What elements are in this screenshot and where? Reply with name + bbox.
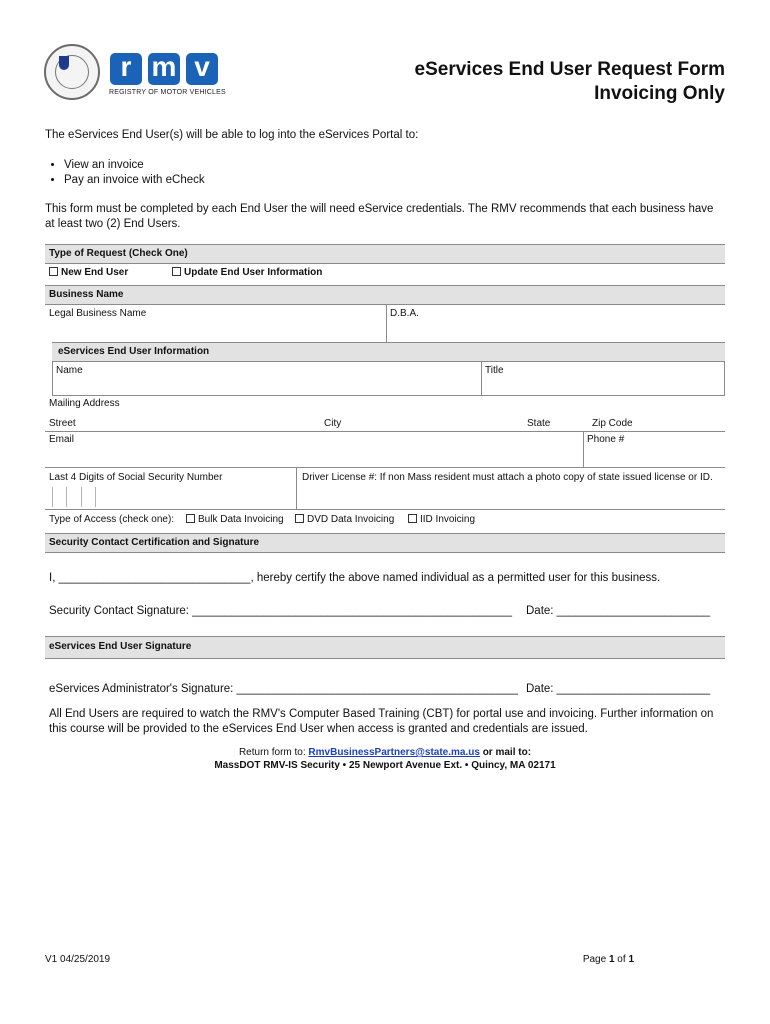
access-option-label: Bulk Data Invoicing xyxy=(198,514,284,525)
access-type-label: Type of Access (check one): xyxy=(49,514,175,525)
phone-label: Phone # xyxy=(587,434,625,445)
access-option-iid[interactable] xyxy=(408,514,475,526)
version-label: V1 04/25/2019 xyxy=(45,954,111,965)
email-label: Email xyxy=(49,434,75,445)
driver-license-label: Driver License #: If non Mass resident must attach a photo copy of state issued license or ID. xyxy=(302,472,713,483)
divider xyxy=(296,467,297,509)
checkbox-iid[interactable] xyxy=(408,514,417,523)
ssn-label: Last 4 Digits of Social Security Number xyxy=(49,472,223,483)
mailing-address-field[interactable] xyxy=(49,410,721,418)
section-business-name: Business Name xyxy=(45,285,725,305)
ssn-digit-divider xyxy=(95,487,96,507)
checkbox-new-end-user[interactable] xyxy=(49,267,58,276)
section-security-contact: Security Contact Certification and Signature xyxy=(45,533,725,553)
section-type-of-request: Type of Request (Check One) xyxy=(45,244,725,264)
section-end-user-signature: eServices End User Signature xyxy=(45,636,725,659)
certify-text: I, ______________________________, hereby certify the above named individual as a permitted user for this business. xyxy=(49,572,661,584)
divider xyxy=(724,362,725,395)
rmv-logo-v: v xyxy=(186,53,218,85)
bullet-item: • Pay an invoice with eCheck xyxy=(64,173,205,188)
administrator-signature-line[interactable]: eServices Administrator's Signature: ____________________________________________ xyxy=(49,683,518,695)
return-prefix: Return form to: xyxy=(238,747,309,758)
city-label: City xyxy=(324,418,342,429)
training-note: All End Users are required to watch the RMV's Computer Based Training (CBT) for portal use and invoicing. Further information on this course will be provided to the eServices End User when access is granted and credentials are issued. xyxy=(49,708,714,735)
return-line xyxy=(45,747,725,759)
page-total: 1 xyxy=(628,954,634,965)
divider xyxy=(52,395,725,396)
option-new-label: New End User xyxy=(61,267,129,278)
option-update-label: Update End User Information xyxy=(184,267,323,278)
checkbox-bulk-data[interactable] xyxy=(186,514,195,523)
ssn-digit-divider xyxy=(81,487,82,507)
title-line-2: Invoicing Only xyxy=(594,83,725,104)
divider xyxy=(45,431,725,432)
title-field[interactable] xyxy=(485,377,721,393)
access-option-dvd[interactable] xyxy=(295,514,394,526)
page-current: 1 xyxy=(608,954,615,965)
rmv-logo-r: r xyxy=(110,53,142,85)
return-email-link[interactable]: RmvBusinessPartners@state.ma.us xyxy=(308,747,480,758)
intro-note: This form must be completed by each End User the will need eService credentials. The RMV recommends that each business have at least two (2) End Users. xyxy=(45,203,714,230)
page-number xyxy=(583,954,634,966)
legal-business-name-label: Legal Business Name xyxy=(49,308,147,319)
divider xyxy=(481,362,482,395)
access-option-label: IID Invoicing xyxy=(420,514,476,525)
title-line-1: eServices End User Request Form xyxy=(414,59,725,80)
return-suffix: or mail to: xyxy=(479,747,532,758)
access-option-label: DVD Data Invoicing xyxy=(307,514,395,525)
name-label: Name xyxy=(56,365,83,376)
intro-lead: The eServices End User(s) will be able to log into the eServices Portal to: xyxy=(45,129,419,141)
driver-license-field[interactable] xyxy=(302,487,722,507)
divider xyxy=(45,467,725,468)
divider xyxy=(583,431,584,467)
ssn-field[interactable] xyxy=(52,487,96,507)
phone-field[interactable] xyxy=(587,446,721,464)
divider xyxy=(386,305,387,342)
dba-label: D.B.A. xyxy=(390,308,419,319)
massachusetts-seal xyxy=(44,44,100,100)
security-signature-line[interactable]: Security Contact Signature: __________________________________________________ xyxy=(49,605,512,617)
state-label: State xyxy=(527,418,551,429)
dba-field[interactable] xyxy=(390,320,722,340)
zip-code-label: Zip Code xyxy=(592,418,633,429)
checkbox-dvd-data[interactable] xyxy=(295,514,304,523)
legal-business-name-field[interactable] xyxy=(49,320,383,340)
return-address: MassDOT RMV-IS Security • 25 Newport Avenue Ext. • Quincy, MA 02171 xyxy=(214,760,556,771)
section-end-user-information: eServices End User Information xyxy=(52,342,725,362)
bullet-item: • View an invoice xyxy=(64,158,205,173)
checkbox-update-end-user[interactable] xyxy=(172,267,181,276)
administrator-date-line[interactable]: Date: ________________________ xyxy=(526,683,711,695)
option-update-end-user[interactable] xyxy=(172,267,322,279)
rmv-tagline: REGISTRY OF MOTOR VEHICLES xyxy=(109,89,226,96)
street-label: Street xyxy=(49,418,76,429)
option-new-end-user[interactable] xyxy=(49,267,128,279)
security-date-line[interactable]: Date: ________________________ xyxy=(526,605,711,617)
ssn-digit-divider xyxy=(52,487,53,507)
divider xyxy=(52,362,53,395)
page-mid: of xyxy=(614,954,629,965)
access-option-bulk[interactable] xyxy=(186,514,284,526)
rmv-logo-m: m xyxy=(148,53,180,85)
intro-bullets xyxy=(50,158,205,188)
divider xyxy=(45,509,725,510)
seal-shield-icon xyxy=(59,56,69,70)
mailing-address-label: Mailing Address xyxy=(49,398,120,409)
form-title xyxy=(415,58,725,106)
name-field[interactable] xyxy=(56,377,476,393)
title-label: Title xyxy=(485,365,504,376)
email-field[interactable] xyxy=(49,446,579,464)
ssn-digit-divider xyxy=(66,487,67,507)
page-prefix: Page xyxy=(582,954,609,965)
